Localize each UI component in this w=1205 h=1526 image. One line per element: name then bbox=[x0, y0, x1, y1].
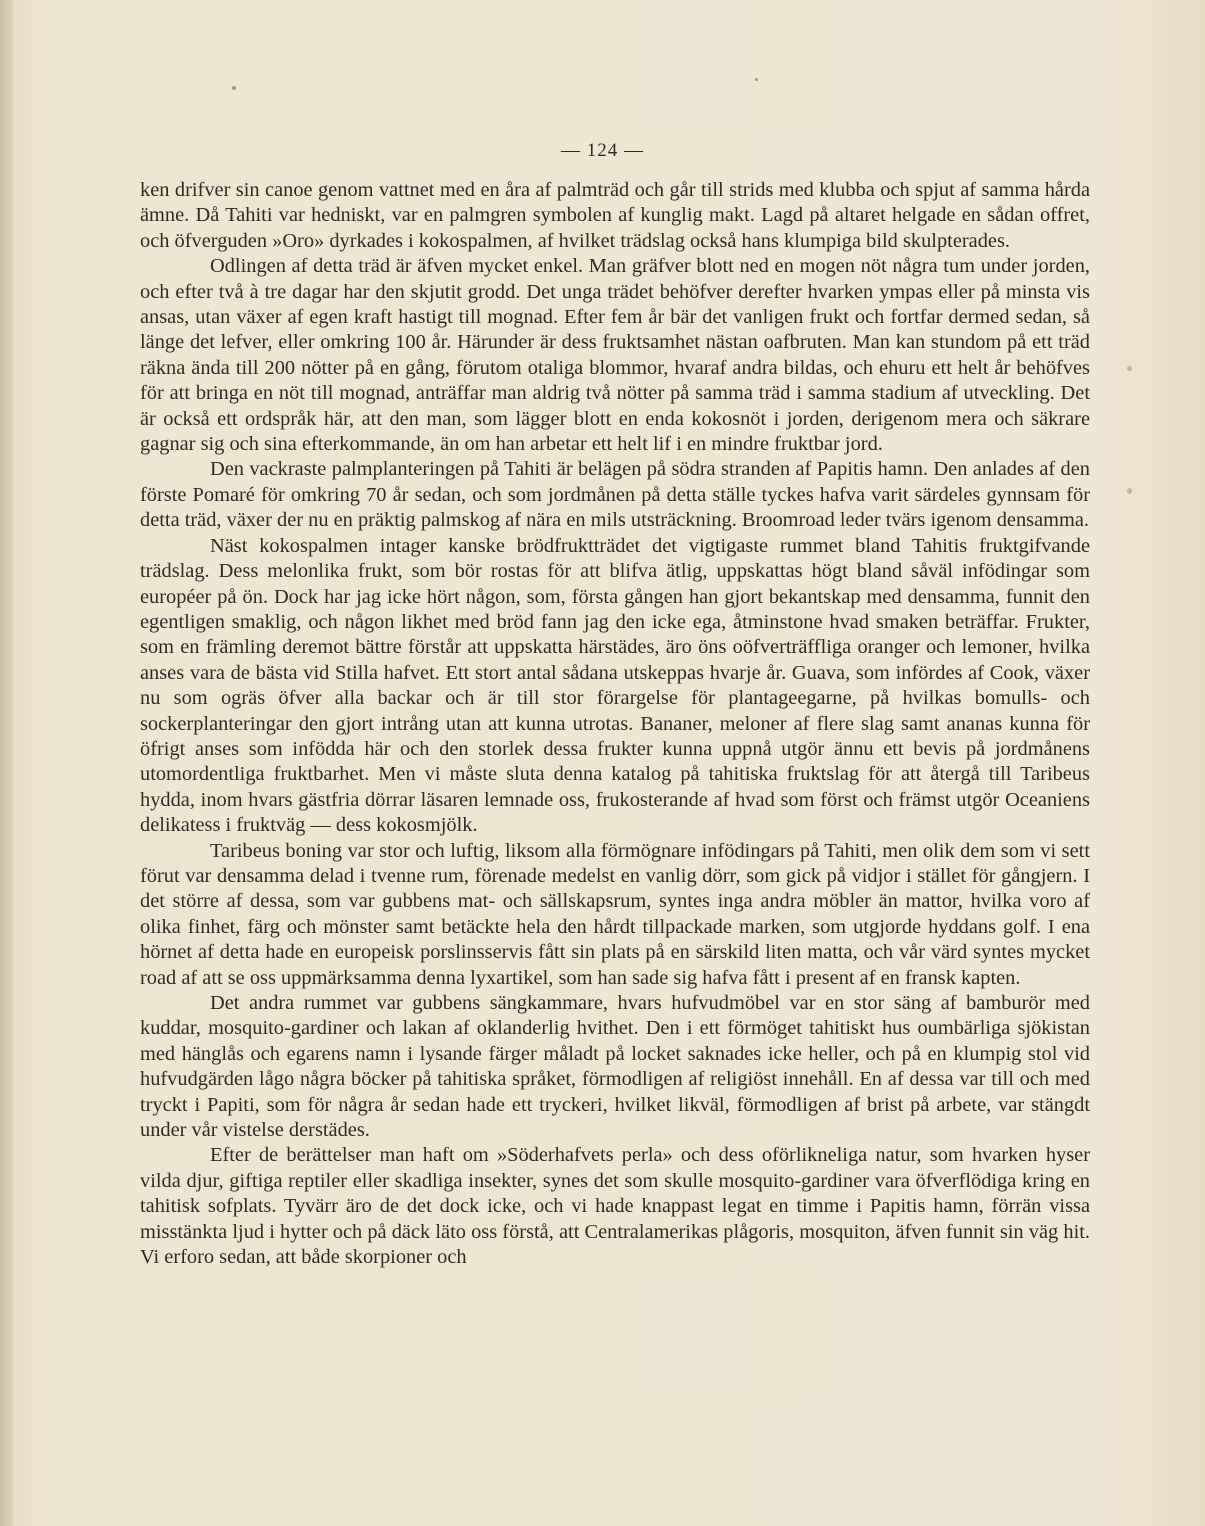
ink-speck bbox=[232, 86, 236, 90]
paragraph: Det andra rummet var gubbens sängkammare, hvars hufvudmöbel var en stor säng af bamburör med kuddar, mosquito-gardiner och lakan af oklanderlig hvithet. Den i ett förmöget tahitiskt hus oumbärliga sjökistan med hänglås och egarens namn i lysande färger måladt på locket saknades icke heller, och på en klumpig stol vid hufvudgärden lågo några böcker på tahitiska språket, förmodligen af religiöst innehåll. En af dessa var till och med tryckt i Papiti, som för några år sedan hade ett tryckeri, hvilket likväl, förmodligen af brist på arbete, var stängdt under vår vistelse derstädes. bbox=[140, 992, 1090, 1142]
paragraph-continuation: ken drifver sin canoe genom vattnet med en åra af palmträd och går till strids med klubba och spjut af samma hårda ämne. Då Tahiti var hedniskt, var en palmgren symbolen af kunglig makt. Lagd på altaret helgade en sådan offret, och öfverguden »Oro» dyrkades i kokospalmen, af hvilket trädslag också hans klumpiga bild skulpterades. bbox=[140, 179, 1090, 252]
paragraph: Efter de berättelser man haft om »Söderhafvets perla» och dess oförlikneliga natur, som hvarken hyser vilda djur, giftiga reptiler eller skadliga insekter, synes det som skulle mosquito-gardiner vara öfverflödiga kring en tahitisk sofplats. Tyvärr äro de det dock icke, och vi hade knappast legat en timme i Papitis hamn, förrän vissa misstänkta ljud i hytter och på däck läto oss förstå, att Centralamerikas plågoris, mosquiton, äfven funnit sin väg hit. Vi erforo sedan, att både skorpioner och bbox=[140, 1144, 1090, 1269]
paragraph: Taribeus boning var stor och luftig, liksom alla förmögnare infödingars på Tahiti, men olik dem som vi sett förut var densamma delad i tvenne rum, förenade medelst en vanlig dörr, som gick på vidjor i stället för gångjern. I det större af dessa, som var gubbens mat- och sällskapsrum, syntes inga andra möbler än mattor, hvilka voro af olika finhet, färg och mönster samt betäckte hela den hårdt tillpackade marken, som utgjorde hyddans golf. I ena hörnet af detta hade en europeisk porslinsservis fått sin plats på en särskild liten matta, och vår värd syntes mycket road af att se oss uppmärksamma denna lyxartikel, som han sade sig hafva fått i present af en fransk kapten. bbox=[140, 839, 1090, 989]
paragraph: Den vackraste palmplanteringen på Tahiti är belägen på södra stranden af Papitis hamn. Den anlades af den förste Pomaré för omkring 70 år sedan, och som jordmånen på detta ställe tyckes hafva varit särdeles gynnsam för detta träd, växer der nu en präktig palmskog af nära en mils utsträckning. Broomroad leder tvärs igenom densamma. bbox=[140, 458, 1090, 532]
ink-speck bbox=[1127, 366, 1132, 371]
paragraph: Näst kokospalmen intager kanske brödfruktträdet det vigtigaste rummet bland Tahitis fruktgifvande trädslag. Dess melonlika frukt, som bör rostas för att blifva ätlig, uppskattas högt bland såväl infödingar som européer på ön. Dock har jag icke hört någon, som, första gången han gjort bekantskap med densamma, funnit den egentligen smaklig, och någon likhet med bröd fann jag den icke ega, åtminstone hvad smaken beträffar. Frukter, som en främling deremot bättre förstår att uppskatta härstädes, äro öns oöfverträffliga oranger och lemoner, hvilka anses vara de bästa vid Stilla hafvet. Ett stort antal sådana utskeppas hvarje år. Guava, som infördes af Cook, växer nu som ogräs öfver alla backar och är till stor förargelse för plantageegarne, på hvilkas bomulls- och sockerplanteringar den gjort intrång utan att kunna utrotas. Bananer, meloner af flere slag samt ananas kunna för öfrigt anses som infödda här och den storlek dessa frukter kunna uppnå utgör ännu ett bevis på jordmånens utomordentliga fruktbarhet. Men vi måste sluta denna katalog på tahitiska fruktslag för att återgå till Taribeus hydda, inom hvars gästfria dörrar läsaren lemnade oss, frukosterande af hvad som först och främst utgör Oceaniens delikatess i fruktväg — dess kokosmjölk. bbox=[140, 534, 1090, 837]
ink-speck bbox=[1127, 488, 1132, 494]
page-number: — 124 — bbox=[561, 140, 644, 161]
paragraph: Odlingen af detta träd är äfven mycket enkel. Man gräfver blott ned en mogen nöt några tum under jorden, och efter två à tre dagar har den skjutit grodd. Det unga trädet behöfver derefter hvarken ympas eller på minsta vis ansas, utan växer af egen kraft hastigt till mognad. Efter fem år bär det vanligen frukt och fortfar dermed sedan, så länge det lefver, eller omkring 100 år. Härunder är dess fruktsamhet nästan oafbruten. Man kan stundom på ett träd räkna ända till 200 nötter på en gång, förutom otaliga blommor, hvaraf andra bildas, och ehuru ett helt år behöfves för att bringa en nöt till mognad, anträffar man aldrig två nötter på samma träd i samma stadium af utveckling. Det är också ett ordspråk här, att den man, som lägger blott en enda kokosnöt i jorden, derigenom mera och säkrare gagnar sig och sina efterkommande, än om han arbetar ett helt lif i en mindre fruktbar jord. bbox=[140, 255, 1090, 456]
ink-speck bbox=[755, 78, 758, 81]
page-spine-shadow bbox=[0, 0, 14, 1526]
body-text bbox=[140, 178, 1090, 1270]
